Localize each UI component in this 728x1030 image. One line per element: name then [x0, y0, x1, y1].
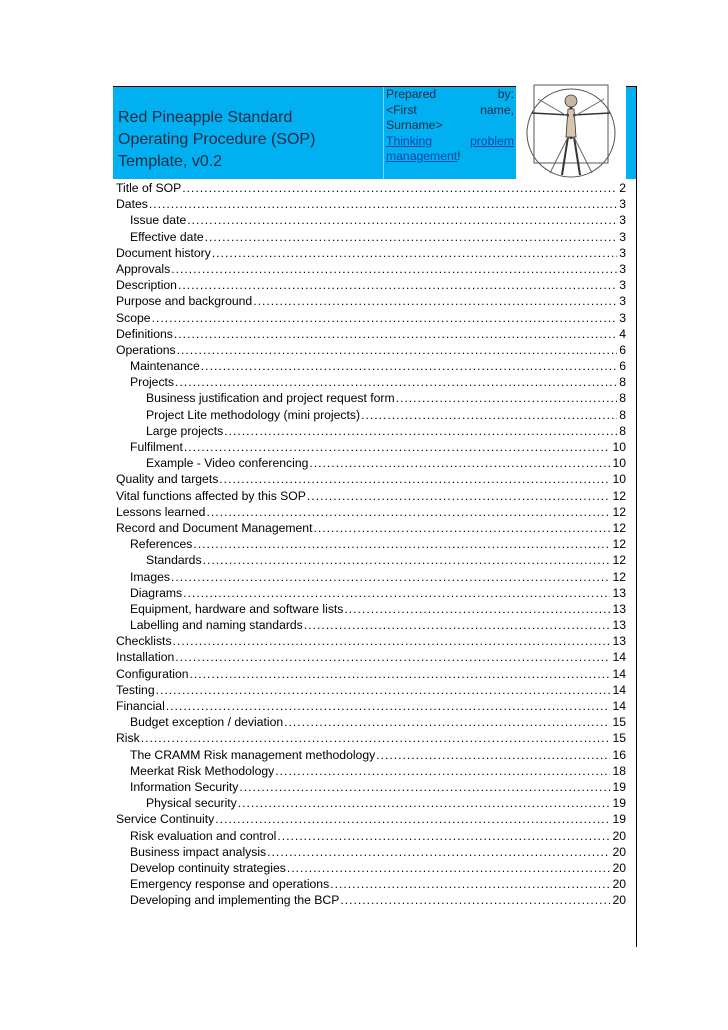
toc-dot-leader	[193, 536, 610, 552]
thinking-link-word-1[interactable]: problem	[469, 133, 514, 148]
toc-entry[interactable]	[116, 698, 626, 714]
toc-entry-page: 3	[619, 294, 626, 309]
toc-entry-title: Vital functions affected by this SOP	[116, 488, 306, 503]
toc-entry-page: 15	[612, 715, 626, 730]
toc-entry-title: Installation	[116, 650, 175, 665]
toc-entry-title: Large projects	[146, 423, 224, 438]
toc-entry-title: Document history	[116, 245, 211, 260]
toc-dot-leader	[313, 520, 610, 536]
toc-entry-page: 8	[619, 407, 626, 422]
toc-entry[interactable]	[116, 682, 626, 698]
toc-entry-page: 20	[612, 893, 626, 908]
toc-dot-leader	[201, 358, 617, 374]
toc-entry[interactable]	[116, 714, 626, 730]
toc-entry-page: 13	[612, 634, 626, 649]
toc-dot-leader	[215, 811, 610, 827]
toc-dot-leader	[275, 763, 610, 779]
toc-dot-leader	[253, 293, 617, 309]
toc-dot-leader	[205, 229, 618, 245]
vitruvian-man-drawing	[516, 77, 626, 187]
toc-dot-leader	[361, 407, 617, 423]
toc-entry-page: 8	[619, 391, 626, 406]
toc-entry-title: Budget exception / deviation	[130, 715, 284, 730]
toc-entry-page: 18	[612, 763, 626, 778]
toc-entry[interactable]	[116, 342, 626, 358]
toc-dot-leader	[304, 617, 611, 633]
toc-entry-page: 13	[612, 585, 626, 600]
toc-entry[interactable]	[116, 844, 626, 860]
toc-dot-leader	[187, 212, 617, 228]
toc-entry-page: 12	[612, 569, 626, 584]
toc-entry-title: Developing and implementing the BCP	[130, 893, 340, 908]
toc-entry-page: 20	[612, 877, 626, 892]
toc-entry[interactable]	[116, 374, 626, 390]
toc-entry-page: 12	[612, 537, 626, 552]
toc-entry-title: Equipment, hardware and software lists	[130, 601, 344, 616]
toc-entry-title: Risk	[116, 731, 140, 746]
title-line-1: Red Pineapple Standard	[118, 109, 293, 126]
toc-entry-page: 13	[612, 618, 626, 633]
toc-entry-page: 10	[612, 456, 626, 471]
toc-entry-page: 13	[612, 601, 626, 616]
prepared-by-line	[386, 87, 514, 103]
toc-dot-leader	[190, 666, 611, 682]
toc-dot-leader	[175, 374, 617, 390]
toc-entry[interactable]	[116, 310, 626, 326]
toc-dot-leader	[149, 196, 617, 212]
right-rule	[636, 87, 637, 947]
vitruvian-man-icon	[516, 77, 626, 187]
toc-entry-title: Maintenance	[130, 359, 200, 374]
toc-dot-leader	[309, 455, 610, 471]
toc-dot-leader	[184, 439, 611, 455]
toc-entry[interactable]	[116, 828, 626, 844]
toc-entry[interactable]	[116, 730, 626, 746]
toc-entry-page: 12	[612, 504, 626, 519]
toc-entry-page: 12	[612, 520, 626, 535]
toc-entry-page: 12	[612, 488, 626, 503]
toc-entry[interactable]	[116, 358, 626, 374]
toc-entry-title: Record and Document Management	[116, 520, 313, 535]
toc-entry-page: 20	[612, 844, 626, 859]
toc-entry[interactable]	[116, 520, 626, 536]
toc-dot-leader	[173, 633, 611, 649]
toc-entry[interactable]	[116, 390, 626, 406]
toc-entry-title: Description	[116, 278, 177, 293]
toc-entry-page: 3	[619, 197, 626, 212]
author-word-1: name,	[480, 102, 514, 117]
toc-entry-title: Checklists	[116, 634, 172, 649]
toc-entry-page: 3	[619, 278, 626, 293]
toc-entry-title: Project Lite methodology (mini projects)	[146, 407, 361, 422]
toc-entry-title: Quality and targets	[116, 472, 219, 487]
toc-dot-leader	[206, 504, 610, 520]
header-divider	[383, 87, 384, 179]
toc-entry-title: References	[130, 537, 193, 552]
toc-entry-page: 14	[612, 699, 626, 713]
toc-entry-page: 8	[619, 375, 626, 390]
toc-entry[interactable]	[116, 633, 626, 649]
toc-entry-title: Effective date	[130, 229, 204, 244]
toc-entry-page: 10	[612, 440, 626, 454]
toc-entry-page: 19	[612, 796, 626, 811]
toc-dot-leader	[267, 844, 610, 860]
toc-entry-page: 6	[619, 359, 626, 374]
toc-entry-page: 6	[619, 342, 626, 357]
toc-entry[interactable]	[116, 747, 626, 763]
toc-entry-title: Meerkat Risk Methodology	[130, 763, 275, 778]
toc-entry[interactable]	[116, 763, 626, 779]
toc-entry[interactable]	[116, 779, 626, 795]
toc-entry[interactable]	[116, 795, 626, 811]
toc-dot-leader	[284, 714, 610, 730]
toc-entry-title: Configuration	[116, 666, 189, 681]
toc-dot-leader	[183, 585, 610, 601]
toc-entry-title: Business justification and project request form	[146, 391, 395, 406]
toc-entry-page: 3	[619, 229, 626, 244]
toc-dot-leader	[340, 892, 610, 908]
toc-entry-title: Business impact analysis	[130, 844, 267, 859]
exclaim: !	[457, 149, 461, 163]
toc-entry-title: Operations	[116, 342, 176, 357]
toc-entry[interactable]	[116, 601, 626, 617]
toc-entry[interactable]	[116, 212, 626, 228]
toc-dot-leader	[156, 682, 611, 698]
toc-entry-title: Title of SOP	[116, 181, 182, 195]
header-band	[113, 87, 636, 179]
toc-entry-title: Purpose and background	[116, 294, 253, 309]
toc-entry-title: Definitions	[116, 326, 173, 341]
toc-entry-title: Emergency response and operations	[130, 877, 330, 892]
toc-entry[interactable]	[116, 180, 626, 196]
toc-entry-title: Diagrams	[130, 585, 183, 600]
toc-dot-leader	[178, 277, 617, 293]
toc-entry-page: 2	[619, 181, 626, 195]
toc-entry[interactable]	[116, 277, 626, 293]
toc-dot-leader	[219, 471, 610, 487]
toc-entry-page: 12	[612, 553, 626, 568]
toc-entry-title: Develop continuity strategies	[130, 860, 286, 875]
toc-entry-title: Information Security	[130, 779, 239, 794]
title-line-2: Operating Procedure (SOP)	[118, 131, 316, 148]
toc-dot-leader	[287, 860, 611, 876]
toc-entry-page: 14	[612, 666, 626, 681]
toc-dot-leader	[174, 326, 617, 342]
toc-entry-page: 10	[612, 472, 626, 487]
toc-entry-title: Images	[130, 569, 170, 584]
thinking-problem-link[interactable]	[386, 134, 514, 150]
toc-entry[interactable]	[116, 293, 626, 309]
toc-entry-title: Service Continuity	[116, 812, 215, 827]
toc-entry[interactable]	[116, 504, 626, 520]
toc-entry-page: 3	[619, 245, 626, 260]
toc-entry[interactable]	[116, 196, 626, 212]
management-link[interactable]: management	[386, 149, 458, 163]
toc-entry[interactable]	[116, 617, 626, 633]
toc-entry[interactable]	[116, 536, 626, 552]
toc-dot-leader	[182, 180, 617, 196]
toc-dot-leader	[330, 876, 610, 892]
table-of-contents	[116, 180, 626, 908]
toc-entry[interactable]	[116, 407, 626, 423]
toc-entry-title: Issue date	[130, 213, 187, 228]
toc-entry[interactable]	[116, 585, 626, 601]
title-line-3: Template, v0.2	[118, 153, 223, 170]
toc-dot-leader	[203, 552, 611, 568]
toc-entry[interactable]	[116, 455, 626, 471]
management-link-line[interactable]	[386, 149, 514, 165]
thinking-link-word-0[interactable]: Thinking	[386, 133, 433, 148]
toc-entry-page: 14	[612, 682, 626, 697]
toc-dot-leader	[239, 779, 610, 795]
prepared-by-box	[386, 87, 514, 179]
toc-entry[interactable]	[116, 229, 626, 245]
toc-entry-title: Physical security	[146, 796, 237, 811]
toc-dot-leader	[171, 569, 610, 585]
author-placeholder-line	[386, 103, 514, 119]
author-word-0: <First	[386, 102, 417, 117]
toc-entry-page: 8	[619, 423, 626, 438]
toc-entry-title: Financial	[116, 699, 165, 713]
toc-entry-page: 3	[619, 261, 626, 276]
toc-entry-page: 16	[612, 747, 626, 762]
toc-entry[interactable]	[116, 423, 626, 439]
toc-dot-leader	[171, 261, 617, 277]
toc-dot-leader	[396, 390, 618, 406]
toc-entry-title: Labelling and naming standards	[130, 618, 303, 633]
toc-dot-leader	[166, 698, 611, 714]
toc-dot-leader	[152, 310, 618, 326]
toc-dot-leader	[376, 747, 610, 763]
toc-entry-title: Risk evaluation and control	[130, 828, 277, 843]
toc-entry-title: Projects	[130, 375, 175, 390]
toc-entry-page: 20	[612, 860, 626, 875]
toc-entry-title: Scope	[116, 310, 151, 325]
author-surname-line: Surname>	[386, 118, 443, 132]
document-title	[118, 107, 373, 173]
toc-entry-title: Lessons learned	[116, 504, 206, 519]
toc-entry-title: Testing	[116, 682, 155, 697]
toc-entry-page: 15	[612, 731, 626, 746]
toc-entry-title: The CRAMM Risk management methodology	[130, 747, 376, 762]
toc-entry[interactable]	[116, 439, 626, 455]
toc-entry[interactable]	[116, 860, 626, 876]
toc-entry[interactable]	[116, 471, 626, 487]
toc-dot-leader	[141, 730, 611, 746]
toc-entry-title: Standards	[146, 553, 202, 568]
toc-dot-leader	[175, 649, 610, 665]
toc-entry-title: Dates	[116, 197, 148, 212]
toc-dot-leader	[238, 795, 611, 811]
toc-entry[interactable]	[116, 649, 626, 665]
toc-entry-page: 20	[612, 828, 626, 843]
prepared-by-word-0: Prepared	[386, 87, 437, 101]
toc-dot-leader	[177, 342, 618, 358]
prepared-by-word-1: by:	[497, 87, 514, 101]
toc-entry-title: Example - Video conferencing	[146, 456, 309, 471]
toc-entry-page: 3	[619, 213, 626, 228]
toc-dot-leader	[212, 245, 617, 261]
toc-entry[interactable]	[116, 876, 626, 892]
toc-entry-page: 14	[612, 650, 626, 665]
toc-dot-leader	[344, 601, 610, 617]
toc-entry-page: 4	[619, 326, 626, 341]
toc-dot-leader	[307, 488, 611, 504]
toc-entry-page: 19	[612, 779, 626, 794]
toc-entry[interactable]	[116, 666, 626, 682]
toc-dot-leader	[224, 423, 617, 439]
header-right-strip	[626, 87, 636, 179]
toc-entry-title: Approvals	[116, 261, 171, 276]
toc-entry-page: 3	[619, 310, 626, 325]
toc-dot-leader	[277, 828, 610, 844]
toc-entry[interactable]	[116, 326, 626, 342]
toc-entry-title: Fulfilment	[130, 440, 183, 454]
toc-entry[interactable]	[116, 488, 626, 504]
toc-entry[interactable]	[116, 811, 626, 827]
toc-entry[interactable]	[116, 552, 626, 568]
toc-entry-page: 19	[612, 812, 626, 827]
toc-entry[interactable]	[116, 261, 626, 277]
toc-entry[interactable]	[116, 245, 626, 261]
toc-entry[interactable]	[116, 892, 626, 908]
toc-entry[interactable]	[116, 569, 626, 585]
